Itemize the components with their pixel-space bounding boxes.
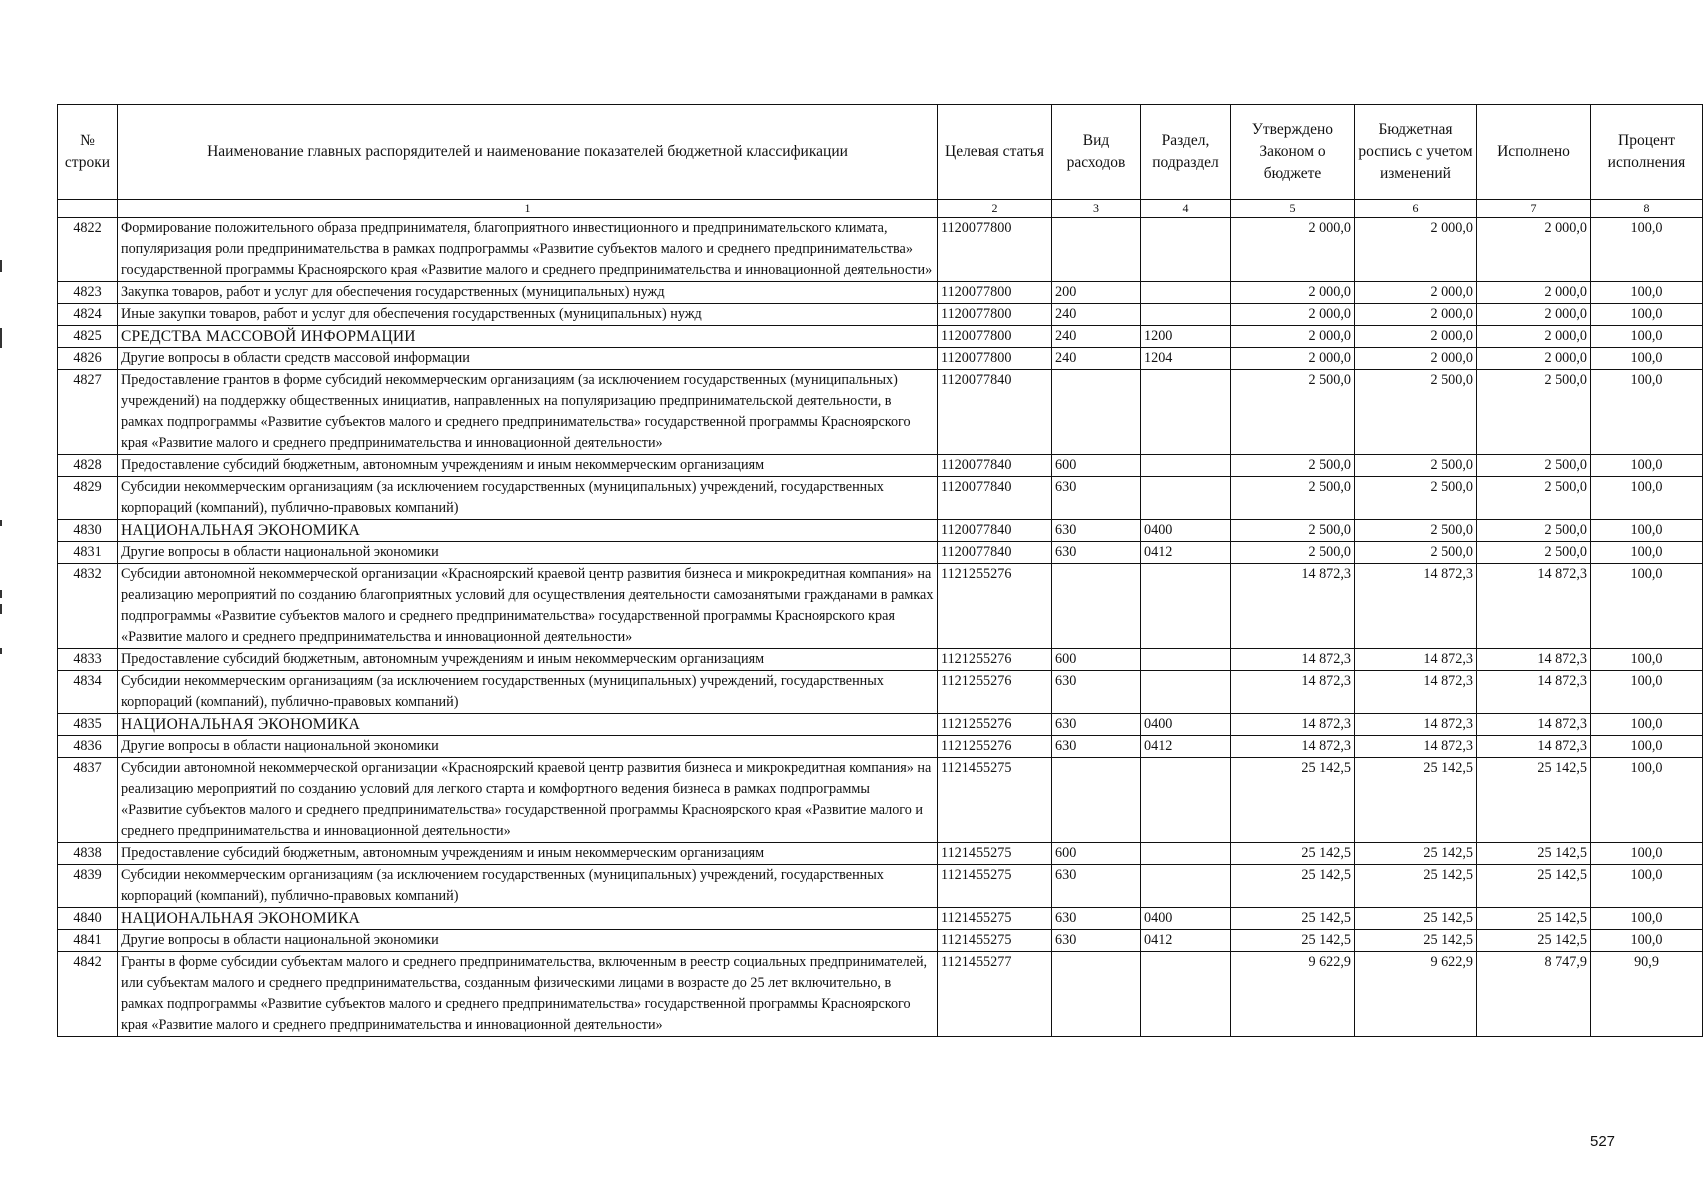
row-name: Другие вопросы в области национальной экономики	[118, 736, 938, 758]
section-code	[1141, 649, 1231, 671]
approved-amount: 25 142,5	[1231, 930, 1355, 952]
approved-amount: 2 500,0	[1231, 542, 1355, 564]
schedule-amount: 25 142,5	[1355, 930, 1477, 952]
expense-kind	[1052, 952, 1141, 1037]
row-name: Субсидии некоммерческим организациям (за исключением государственных (муниципальных) учреждений, государственных корпораций (компаний), публично-правовых компаний)	[118, 865, 938, 908]
row-number: 4834	[58, 671, 118, 714]
section-code	[1141, 282, 1231, 304]
section-code	[1141, 671, 1231, 714]
execution-percent: 100,0	[1591, 304, 1703, 326]
approved-amount: 2 000,0	[1231, 218, 1355, 282]
expense-kind: 600	[1052, 649, 1141, 671]
column-number: 7	[1477, 200, 1591, 218]
row-name: Гранты в форме субсидии субъектам малого и среднего предпринимательства, включенным в реестр социальных предпринимателей, или субъектам малого и среднего предпринимательства, созданным физическими лицами в возрасте до 25 лет включительно, в рамках подпрограммы «Развитие субъектов малого и среднего предпринимательства» государственной программы Красноярского края «Развитие малого и среднего предпринимательства и инновационной деятельности»	[118, 952, 938, 1037]
section-code	[1141, 477, 1231, 520]
header-name: Наименование главных распорядителей и наименование показателей бюджетной классификации	[118, 105, 938, 200]
column-number: 5	[1231, 200, 1355, 218]
row-name: НАЦИОНАЛЬНАЯ ЭКОНОМИКА	[118, 908, 938, 930]
row-name: Предоставление субсидий бюджетным, автономным учреждениям и иным некоммерческим организациям	[118, 649, 938, 671]
target-article: 1121455275	[938, 843, 1052, 865]
row-number: 4832	[58, 564, 118, 649]
table-row	[58, 477, 1703, 520]
schedule-amount: 2 500,0	[1355, 520, 1477, 542]
target-article: 1120077800	[938, 348, 1052, 370]
table-row	[58, 671, 1703, 714]
header-section: Раздел, подраздел	[1141, 105, 1231, 200]
row-name: Субсидии некоммерческим организациям (за исключением государственных (муниципальных) учреждений, государственных корпораций (компаний), публично-правовых компаний)	[118, 671, 938, 714]
row-number: 4831	[58, 542, 118, 564]
executed-amount: 14 872,3	[1477, 736, 1591, 758]
header-target: Целевая статья	[938, 105, 1052, 200]
approved-amount: 14 872,3	[1231, 736, 1355, 758]
expense-kind: 630	[1052, 520, 1141, 542]
approved-amount: 2 500,0	[1231, 477, 1355, 520]
target-article: 1120077840	[938, 455, 1052, 477]
header-row-no: № строки	[58, 105, 118, 200]
table-row	[58, 564, 1703, 649]
executed-amount: 25 142,5	[1477, 843, 1591, 865]
execution-percent: 100,0	[1591, 671, 1703, 714]
table-row	[58, 542, 1703, 564]
execution-percent: 100,0	[1591, 843, 1703, 865]
approved-amount: 2 000,0	[1231, 348, 1355, 370]
section-code: 0400	[1141, 908, 1231, 930]
target-article: 1120077840	[938, 542, 1052, 564]
row-name: Предоставление субсидий бюджетным, автономным учреждениям и иным некоммерческим организациям	[118, 843, 938, 865]
execution-percent: 100,0	[1591, 736, 1703, 758]
expense-kind	[1052, 564, 1141, 649]
schedule-amount: 14 872,3	[1355, 736, 1477, 758]
execution-percent: 90,9	[1591, 952, 1703, 1037]
table-body	[58, 218, 1703, 1037]
executed-amount: 14 872,3	[1477, 714, 1591, 736]
execution-percent: 100,0	[1591, 520, 1703, 542]
budget-execution-table	[57, 104, 1703, 1037]
column-number: 6	[1355, 200, 1477, 218]
section-code	[1141, 218, 1231, 282]
row-number: 4825	[58, 326, 118, 348]
table-row	[58, 758, 1703, 843]
execution-percent: 100,0	[1591, 477, 1703, 520]
row-number: 4838	[58, 843, 118, 865]
expense-kind: 630	[1052, 865, 1141, 908]
schedule-amount: 9 622,9	[1355, 952, 1477, 1037]
table-row	[58, 736, 1703, 758]
executed-amount: 14 872,3	[1477, 564, 1591, 649]
schedule-amount: 2 500,0	[1355, 542, 1477, 564]
schedule-amount: 14 872,3	[1355, 671, 1477, 714]
table-row	[58, 865, 1703, 908]
section-code	[1141, 952, 1231, 1037]
expense-kind: 630	[1052, 736, 1141, 758]
section-code	[1141, 865, 1231, 908]
expense-kind: 240	[1052, 304, 1141, 326]
section-code	[1141, 843, 1231, 865]
approved-amount: 2 000,0	[1231, 326, 1355, 348]
section-code: 0400	[1141, 520, 1231, 542]
execution-percent: 100,0	[1591, 542, 1703, 564]
section-code	[1141, 564, 1231, 649]
target-article: 1121455275	[938, 865, 1052, 908]
expense-kind: 630	[1052, 930, 1141, 952]
schedule-amount: 25 142,5	[1355, 865, 1477, 908]
row-name: Другие вопросы в области национальной экономики	[118, 930, 938, 952]
approved-amount: 2 000,0	[1231, 304, 1355, 326]
execution-percent: 100,0	[1591, 649, 1703, 671]
approved-amount: 2 000,0	[1231, 282, 1355, 304]
execution-percent: 100,0	[1591, 370, 1703, 455]
executed-amount: 25 142,5	[1477, 908, 1591, 930]
target-article: 1121455275	[938, 908, 1052, 930]
row-number: 4828	[58, 455, 118, 477]
row-number: 4839	[58, 865, 118, 908]
section-code	[1141, 758, 1231, 843]
expense-kind: 630	[1052, 477, 1141, 520]
table-row	[58, 326, 1703, 348]
column-number: 3	[1052, 200, 1141, 218]
column-number: 2	[938, 200, 1052, 218]
expense-kind: 630	[1052, 671, 1141, 714]
executed-amount: 14 872,3	[1477, 671, 1591, 714]
row-number: 4829	[58, 477, 118, 520]
column-number: 8	[1591, 200, 1703, 218]
row-name: Субсидии автономной некоммерческой организации «Красноярский краевой центр развития бизнеса и микрокредитная компания» на реализацию мероприятий по созданию условий для легкого старта и комфортного ведения бизнеса в рамках подпрограммы «Развитие субъектов малого и среднего предпринимательства» государственной программы Красноярского края «Развитие малого и среднего предпринимательства и инновационной деятельности»	[118, 758, 938, 843]
row-number: 4842	[58, 952, 118, 1037]
row-name: Субсидии автономной некоммерческой организации «Красноярский краевой центр развития бизнеса и микрокредитная компания» на реализацию мероприятий по созданию благоприятных условий для осуществления деятельности самозанятыми гражданами в рамках подпрограммы «Развитие субъектов малого и среднего предпринимательства» государственной программы Красноярского края «Развитие малого и среднего предпринимательства и инновационной деятельности»	[118, 564, 938, 649]
row-name: Формирование положительного образа предпринимателя, благоприятного инвестиционного и предпринимательского климата, популяризация роли предпринимательства в рамках подпрограммы «Развитие субъектов малого и среднего предпринимательства» государственной программы Красноярского края «Развитие малого и среднего предпринимательства и инновационной деятельности»	[118, 218, 938, 282]
schedule-amount: 14 872,3	[1355, 564, 1477, 649]
schedule-amount: 25 142,5	[1355, 843, 1477, 865]
executed-amount: 25 142,5	[1477, 758, 1591, 843]
row-number: 4830	[58, 520, 118, 542]
schedule-amount: 2 000,0	[1355, 304, 1477, 326]
approved-amount: 2 500,0	[1231, 370, 1355, 455]
row-number: 4841	[58, 930, 118, 952]
execution-percent: 100,0	[1591, 758, 1703, 843]
table-row	[58, 714, 1703, 736]
table-row	[58, 218, 1703, 282]
row-number: 4822	[58, 218, 118, 282]
row-number: 4835	[58, 714, 118, 736]
approved-amount: 14 872,3	[1231, 564, 1355, 649]
table-row	[58, 843, 1703, 865]
row-name: Иные закупки товаров, работ и услуг для обеспечения государственных (муниципальных) нужд	[118, 304, 938, 326]
table-row	[58, 455, 1703, 477]
row-name: Другие вопросы в области средств массовой информации	[118, 348, 938, 370]
table-row	[58, 930, 1703, 952]
expense-kind	[1052, 370, 1141, 455]
section-code: 0412	[1141, 930, 1231, 952]
target-article: 1120077800	[938, 218, 1052, 282]
approved-amount: 2 500,0	[1231, 455, 1355, 477]
target-article: 1121255276	[938, 736, 1052, 758]
approved-amount: 14 872,3	[1231, 671, 1355, 714]
schedule-amount: 25 142,5	[1355, 758, 1477, 843]
executed-amount: 2 500,0	[1477, 370, 1591, 455]
schedule-amount: 2 500,0	[1355, 455, 1477, 477]
column-number-row	[58, 200, 1703, 218]
row-name: СРЕДСТВА МАССОВОЙ ИНФОРМАЦИИ	[118, 326, 938, 348]
executed-amount: 14 872,3	[1477, 649, 1591, 671]
approved-amount: 25 142,5	[1231, 865, 1355, 908]
target-article: 1120077840	[938, 477, 1052, 520]
header-approved: Утверждено Законом о бюджете	[1231, 105, 1355, 200]
expense-kind: 600	[1052, 455, 1141, 477]
execution-percent: 100,0	[1591, 564, 1703, 649]
row-number: 4824	[58, 304, 118, 326]
schedule-amount: 14 872,3	[1355, 714, 1477, 736]
budget-table-sheet	[57, 104, 1686, 1037]
execution-percent: 100,0	[1591, 908, 1703, 930]
executed-amount: 2 000,0	[1477, 326, 1591, 348]
executed-amount: 25 142,5	[1477, 865, 1591, 908]
row-name: Предоставление грантов в форме субсидий некоммерческим организациям (за исключением государственных (муниципальных) учреждений) на поддержку общественных инициатив, направленных на популяризацию предпринимательской деятельности, в рамках подпрограммы «Развитие субъектов малого и среднего предпринимательства» государственной программы Красноярского края «Развитие малого и среднего предпринимательства и инновационной деятельности»	[118, 370, 938, 455]
header-schedule: Бюджетная роспись с учетом изменений	[1355, 105, 1477, 200]
schedule-amount: 2 000,0	[1355, 218, 1477, 282]
approved-amount: 2 500,0	[1231, 520, 1355, 542]
executed-amount: 8 747,9	[1477, 952, 1591, 1037]
approved-amount: 25 142,5	[1231, 758, 1355, 843]
row-name: Предоставление субсидий бюджетным, автономным учреждениям и иным некоммерческим организациям	[118, 455, 938, 477]
approved-amount: 14 872,3	[1231, 714, 1355, 736]
execution-percent: 100,0	[1591, 455, 1703, 477]
target-article: 1120077800	[938, 304, 1052, 326]
row-name: НАЦИОНАЛЬНАЯ ЭКОНОМИКА	[118, 714, 938, 736]
table-row	[58, 348, 1703, 370]
page-number: 527	[1590, 1133, 1616, 1150]
table-row	[58, 649, 1703, 671]
target-article: 1121455275	[938, 758, 1052, 843]
executed-amount: 2 000,0	[1477, 218, 1591, 282]
target-article: 1121255276	[938, 671, 1052, 714]
execution-percent: 100,0	[1591, 865, 1703, 908]
header-executed: Исполнено	[1477, 105, 1591, 200]
schedule-amount: 25 142,5	[1355, 908, 1477, 930]
executed-amount: 2 000,0	[1477, 282, 1591, 304]
execution-percent: 100,0	[1591, 326, 1703, 348]
expense-kind: 630	[1052, 542, 1141, 564]
target-article: 1121455277	[938, 952, 1052, 1037]
table-row	[58, 520, 1703, 542]
executed-amount: 25 142,5	[1477, 930, 1591, 952]
row-name: Другие вопросы в области национальной экономики	[118, 542, 938, 564]
table-row	[58, 908, 1703, 930]
section-code: 1204	[1141, 348, 1231, 370]
executed-amount: 2 500,0	[1477, 477, 1591, 520]
execution-percent: 100,0	[1591, 218, 1703, 282]
execution-percent: 100,0	[1591, 282, 1703, 304]
execution-percent: 100,0	[1591, 930, 1703, 952]
expense-kind: 240	[1052, 326, 1141, 348]
table-row	[58, 304, 1703, 326]
section-code	[1141, 304, 1231, 326]
executed-amount: 2 000,0	[1477, 348, 1591, 370]
executed-amount: 2 500,0	[1477, 520, 1591, 542]
target-article: 1121255276	[938, 564, 1052, 649]
section-code: 0412	[1141, 542, 1231, 564]
target-article: 1121255276	[938, 714, 1052, 736]
executed-amount: 2 500,0	[1477, 455, 1591, 477]
expense-kind: 200	[1052, 282, 1141, 304]
schedule-amount: 2 500,0	[1355, 370, 1477, 455]
table-row	[58, 370, 1703, 455]
section-code: 0412	[1141, 736, 1231, 758]
column-number	[58, 200, 118, 218]
approved-amount: 9 622,9	[1231, 952, 1355, 1037]
executed-amount: 2 000,0	[1477, 304, 1591, 326]
header-kind: Вид расходов	[1052, 105, 1141, 200]
column-number: 4	[1141, 200, 1231, 218]
schedule-amount: 2 000,0	[1355, 326, 1477, 348]
expense-kind	[1052, 218, 1141, 282]
row-number: 4836	[58, 736, 118, 758]
expense-kind: 630	[1052, 714, 1141, 736]
approved-amount: 25 142,5	[1231, 908, 1355, 930]
target-article: 1120077840	[938, 520, 1052, 542]
row-number: 4826	[58, 348, 118, 370]
column-number: 1	[118, 200, 938, 218]
executed-amount: 2 500,0	[1477, 542, 1591, 564]
row-name: НАЦИОНАЛЬНАЯ ЭКОНОМИКА	[118, 520, 938, 542]
approved-amount: 14 872,3	[1231, 649, 1355, 671]
section-code	[1141, 370, 1231, 455]
row-number: 4827	[58, 370, 118, 455]
row-number: 4840	[58, 908, 118, 930]
approved-amount: 25 142,5	[1231, 843, 1355, 865]
section-code	[1141, 455, 1231, 477]
table-row	[58, 282, 1703, 304]
row-number: 4823	[58, 282, 118, 304]
section-code: 1200	[1141, 326, 1231, 348]
row-name: Субсидии некоммерческим организациям (за исключением государственных (муниципальных) учреждений, государственных корпораций (компаний), публично-правовых компаний)	[118, 477, 938, 520]
section-code: 0400	[1141, 714, 1231, 736]
schedule-amount: 2 500,0	[1355, 477, 1477, 520]
header-percent: Процент исполнения	[1591, 105, 1703, 200]
table-row	[58, 952, 1703, 1037]
schedule-amount: 14 872,3	[1355, 649, 1477, 671]
expense-kind	[1052, 758, 1141, 843]
schedule-amount: 2 000,0	[1355, 282, 1477, 304]
target-article: 1121255276	[938, 649, 1052, 671]
schedule-amount: 2 000,0	[1355, 348, 1477, 370]
row-number: 4833	[58, 649, 118, 671]
expense-kind: 630	[1052, 908, 1141, 930]
expense-kind: 600	[1052, 843, 1141, 865]
execution-percent: 100,0	[1591, 714, 1703, 736]
target-article: 1120077800	[938, 282, 1052, 304]
row-number: 4837	[58, 758, 118, 843]
column-header-row	[58, 105, 1703, 200]
target-article: 1120077840	[938, 370, 1052, 455]
target-article: 1120077800	[938, 326, 1052, 348]
expense-kind: 240	[1052, 348, 1141, 370]
execution-percent: 100,0	[1591, 348, 1703, 370]
target-article: 1121455275	[938, 930, 1052, 952]
row-name: Закупка товаров, работ и услуг для обеспечения государственных (муниципальных) нужд	[118, 282, 938, 304]
